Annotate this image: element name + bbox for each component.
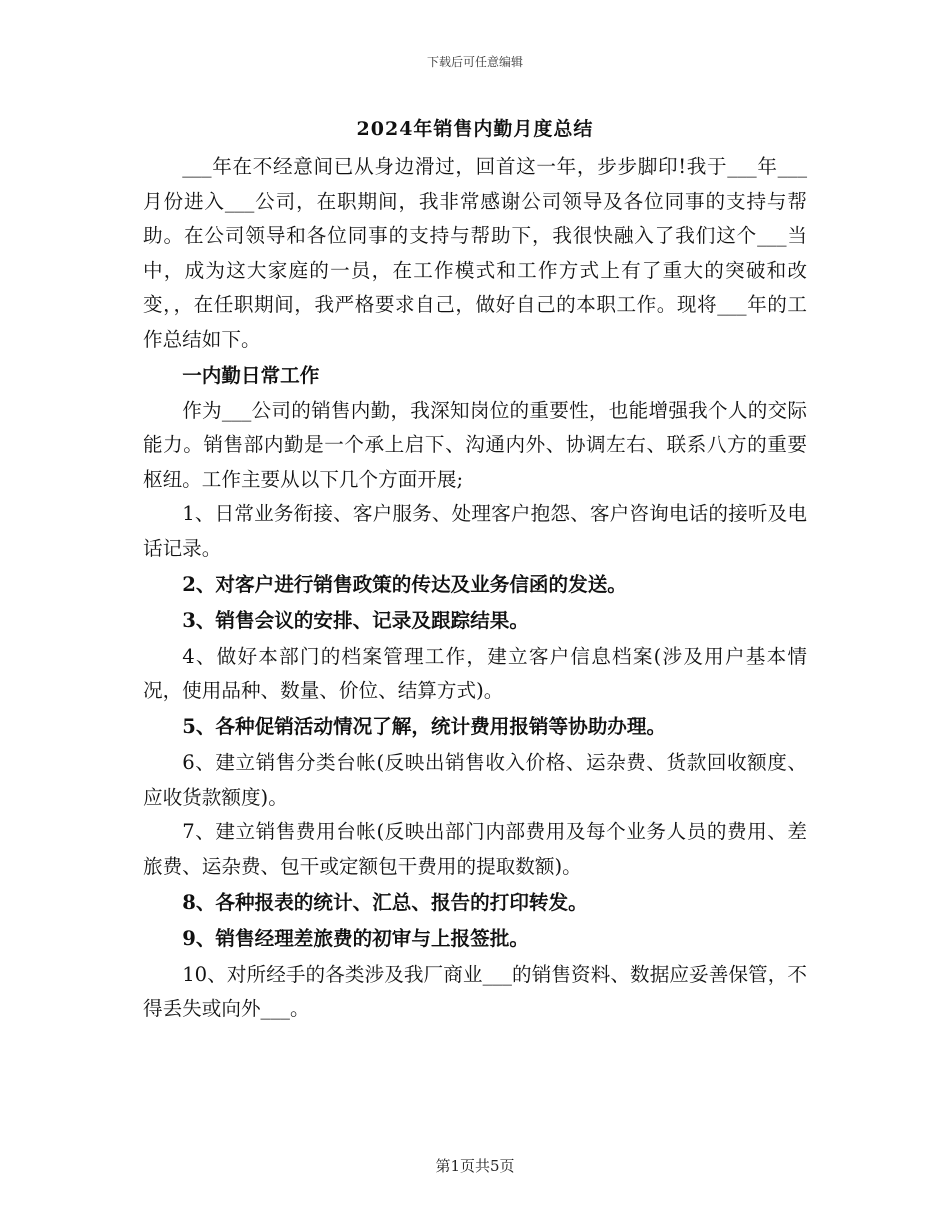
list-item-6: 6、建立销售分类台帐(反映出销售收入价格、运杂费、货款回收额度、应收货款额度)。 <box>143 751 807 809</box>
section-intro-paragraph: 作为___公司的销售内勤，我深知岗位的重要性，也能增强我个人的交际能力。销售部内勤是一个承上启下、沟通内外、协调左右、联系八方的重要枢纽。工作主要从以下几个方面开展; <box>143 398 807 491</box>
list-item-9: 9、销售经理差旅费的初审与上报签批。 <box>182 926 529 950</box>
document-body <box>143 150 807 1027</box>
list-item-4: 4、做好本部门的档案管理工作，建立客户信息档案(涉及用户基本情况，使用品种、数量、价位、结算方式)。 <box>143 644 807 702</box>
document-title: 2024年销售内勤月度总结 <box>356 118 594 140</box>
list-item-2: 2、对客户进行销售政策的传达及业务信函的发送。 <box>182 572 627 596</box>
page-number: 第1页共5页 <box>435 1157 515 1175</box>
list-item-8: 8、各种报表的统计、汇总、报告的打印转发。 <box>182 890 588 914</box>
list-item-10: 10、对所经手的各类涉及我厂商业___的销售资料、数据应妥善保管，不得丢失或向外___。 <box>143 962 807 1020</box>
section-heading: 一内勤日常工作 <box>182 364 320 387</box>
page-header-note: 下载后可任意编辑 <box>426 55 523 69</box>
list-item-1: 1、日常业务衔接、客户服务、处理客户抱怨、客户咨询电话的接听及电话记录。 <box>143 502 807 560</box>
list-item-5: 5、各种促销活动情况了解，统计费用报销等协助办理。 <box>182 715 667 738</box>
list-item-3: 3、销售会议的安排、记录及跟踪结果。 <box>182 608 529 632</box>
intro-paragraph: ___年在不经意间已从身边滑过，回首这一年，步步脚印!我于___年___月份进入___公司，在职期间，我非常感谢公司领导及各位同事的支持与帮助。在公司领导和各位同事的支持与帮助下，我很快融入了我们这个___当中，成为这大家庭的一员，在工作模式和工作方式上有了重大的突破和改变，，在任职期间，我严格要求自己，做好自己的本职工作。现将___年的工作总结如下。 <box>143 155 807 351</box>
list-item-7: 7、建立销售费用台帐(反映出部门内部费用及每个业务人员的费用、差旅费、运杂费、包干或定额包干费用的提取数额)。 <box>143 820 807 878</box>
